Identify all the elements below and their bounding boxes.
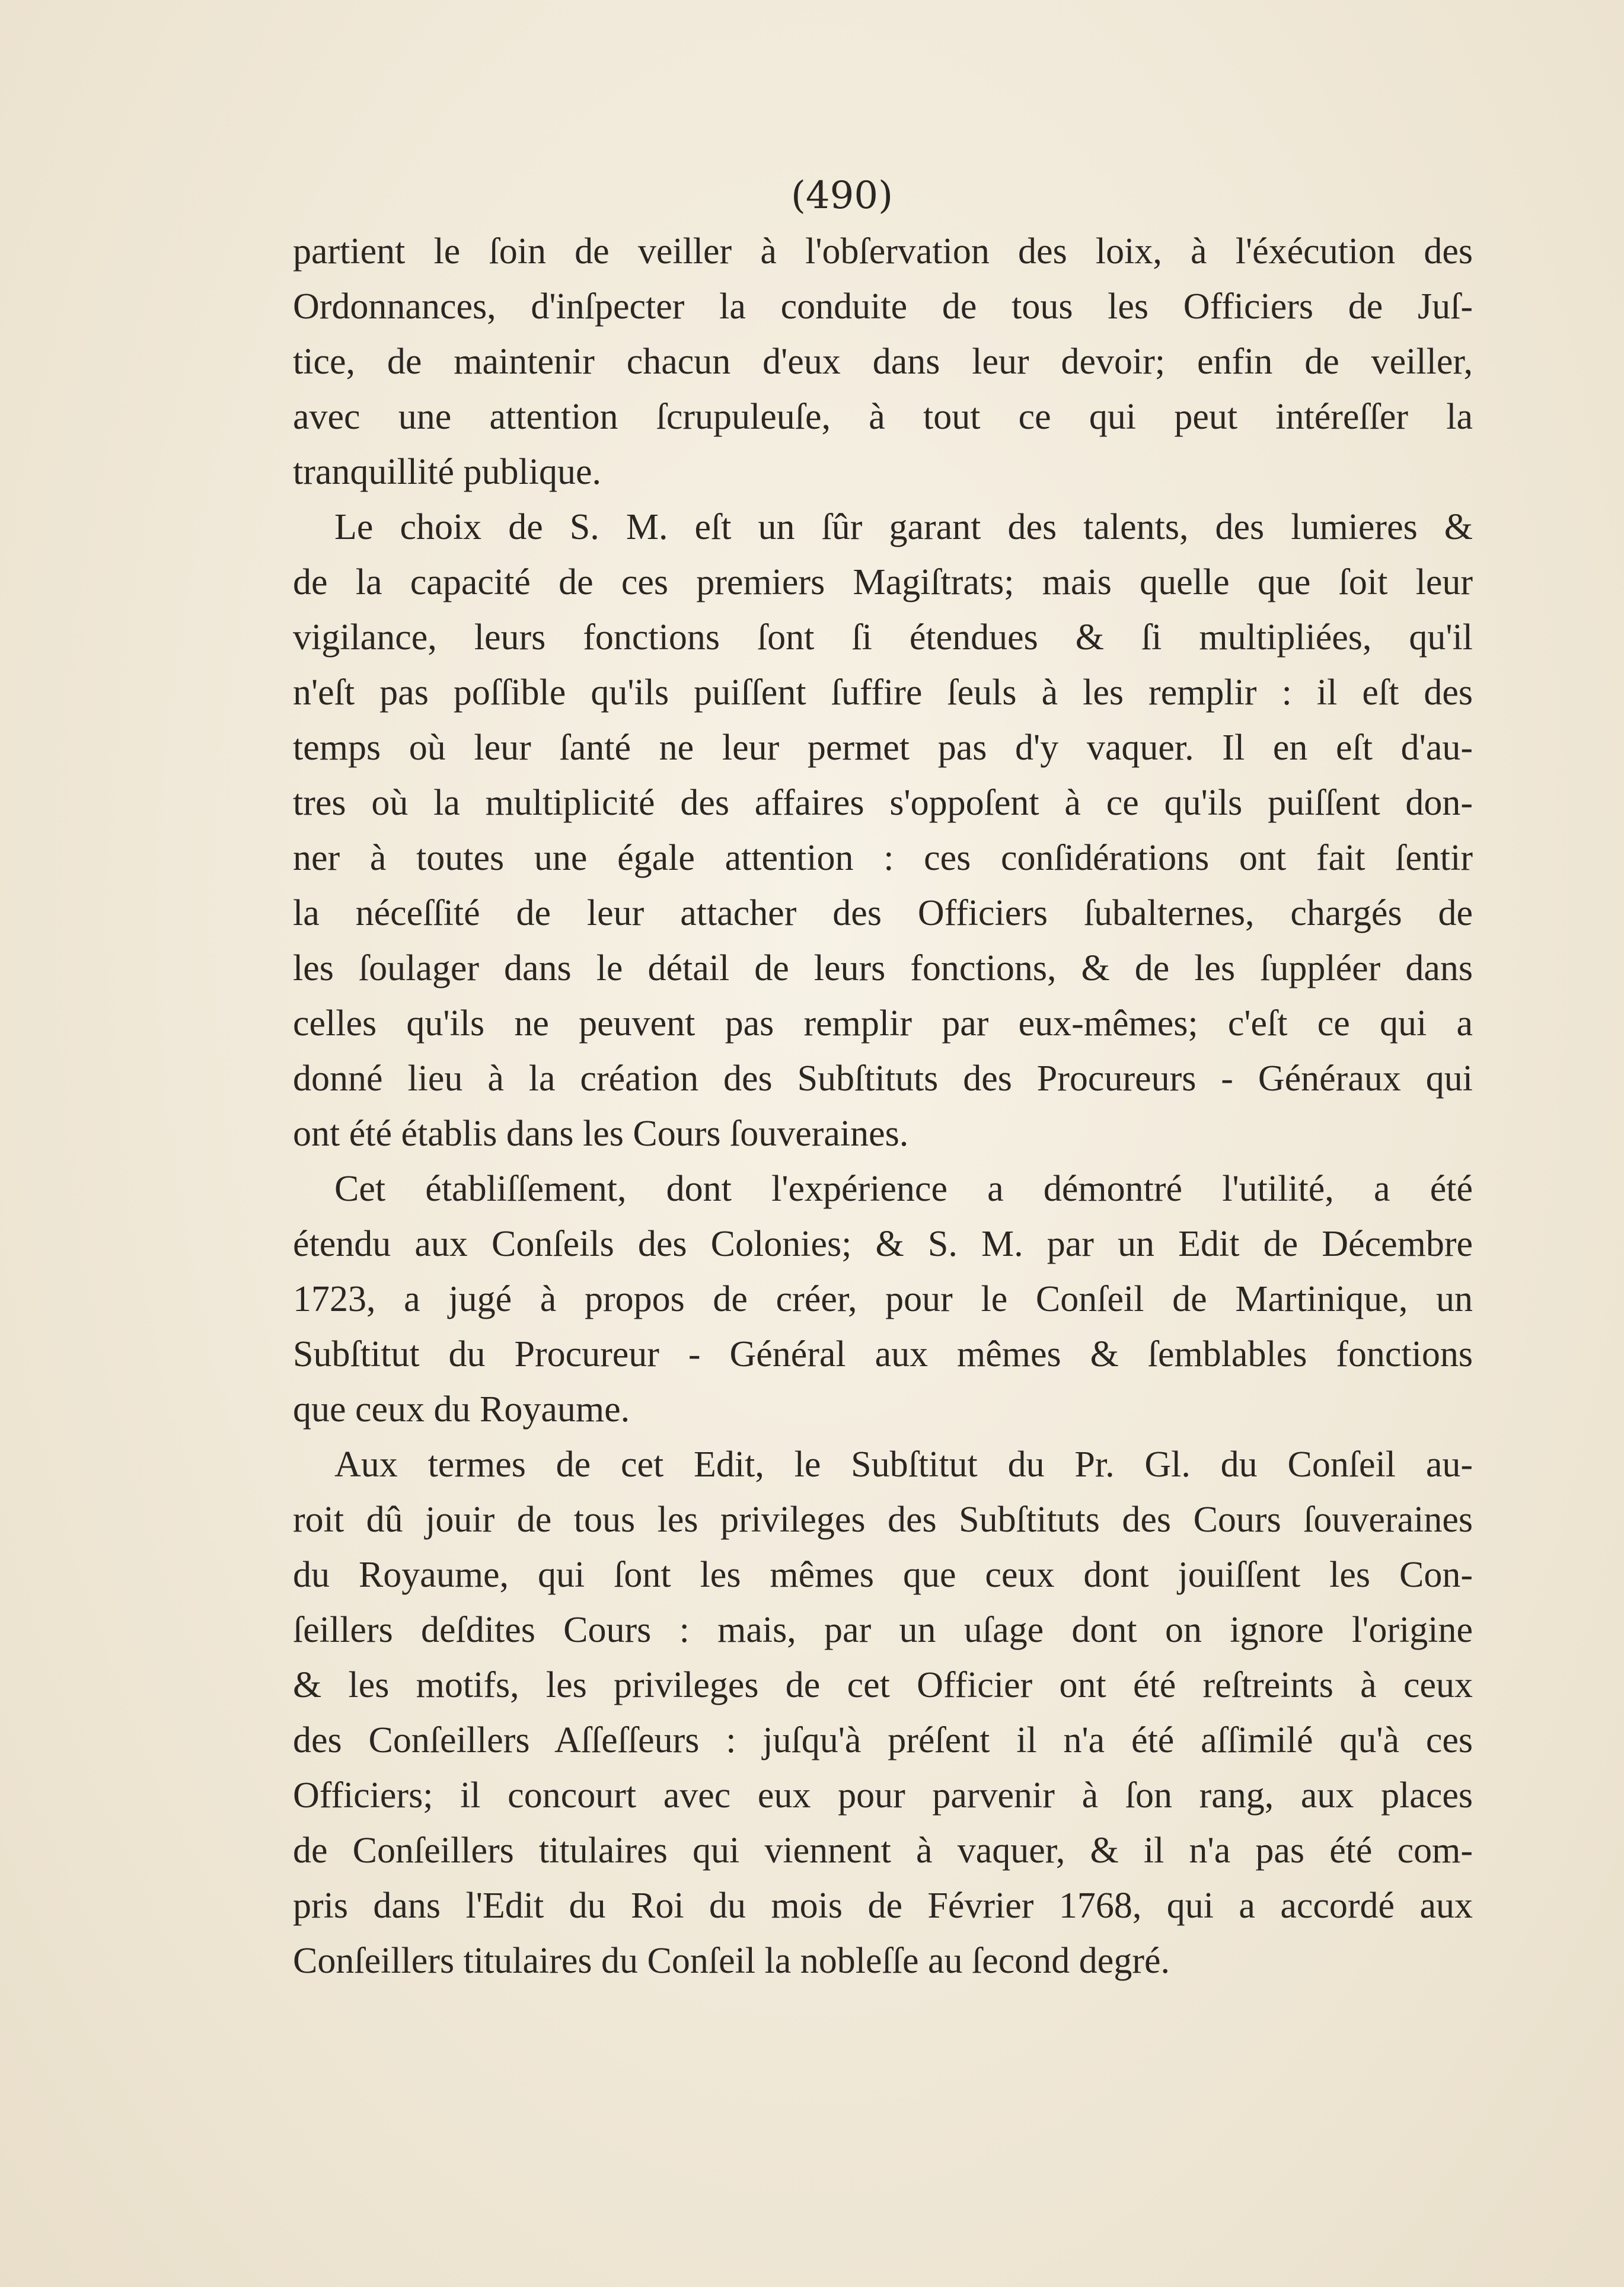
text-line: tice, de maintenir chacun d'eux dans leur devoir; enfin de veiller,: [293, 342, 1473, 382]
text-line: des Conſeillers Aſſeſſeurs : juſqu'à préſent il n'a été aſſimilé qu'à ces: [293, 1720, 1473, 1760]
text-line: de la capacité de ces premiers Magiſtrats; mais quelle que ſoit leur: [293, 562, 1473, 602]
text-line: du Royaume, qui ſont les mêmes que ceux dont jouiſſent les Con-: [293, 1555, 1473, 1595]
text-line: tranquillité publique.: [293, 452, 602, 492]
text-line: Aux termes de cet Edit, le Subſtitut du Pr. Gl. du Conſeil au-: [334, 1444, 1473, 1485]
text-line: étendu aux Conſeils des Colonies; & S. M. par un Edit de Décembre: [293, 1224, 1473, 1264]
text-line: n'eſt pas poſſible qu'ils puiſſent ſuffire ſeuls à les remplir : il eſt des: [293, 672, 1473, 713]
text-line: avec une attention ſcrupuleuſe, à tout ce qui peut intéreſſer la: [293, 397, 1473, 437]
text-line: vigilance, leurs fonctions ſont ſi étendues & ſi multipliées, qu'il: [293, 617, 1473, 658]
text-line: celles qu'ils ne peuvent pas remplir par eux-mêmes; c'eſt ce qui a: [293, 1003, 1473, 1044]
paragraph-1: [293, 224, 1473, 500]
body-text: [293, 224, 1473, 1989]
text-line: la néceſſité de leur attacher des Officiers ſubalternes, chargés de: [293, 893, 1473, 933]
text-line: Subſtitut du Procureur - Général aux mêmes & ſemblables fonctions: [293, 1334, 1473, 1374]
text-line: Conſeillers titulaires du Conſeil la nobleſſe au ſecond degré.: [293, 1941, 1170, 1981]
text-line: Le choix de S. M. eſt un ſûr garant des talents, des lumieres &: [334, 507, 1473, 547]
text-line: donné lieu à la création des Subſtituts des Procureurs - Généraux qui: [293, 1058, 1473, 1099]
text-line: roit dû jouir de tous les privileges des Subſtituts des Cours ſouveraines: [293, 1500, 1473, 1540]
text-line: ner à toutes une égale attention : ces conſidérations ont fait ſentir: [293, 838, 1473, 878]
paragraph-4: [293, 1437, 1473, 1989]
text-line: Officiers; il concourt avec eux pour parvenir à ſon rang, aux places: [293, 1775, 1473, 1816]
text-line: & les motifs, les privileges de cet Officier ont été reſtreints à ceux: [293, 1665, 1473, 1705]
text-line: Cet établiſſement, dont l'expérience a démontré l'utilité, a été: [334, 1169, 1473, 1209]
text-line: de Conſeillers titulaires qui viennent à vaquer, & il n'a pas été com-: [293, 1830, 1473, 1871]
text-line: Ordonnances, d'inſpecter la conduite de tous les Officiers de Juſ-: [293, 286, 1473, 327]
text-line: les ſoulager dans le détail de leurs fonctions, & de les ſuppléer dans: [293, 948, 1473, 988]
text-line: ont été établis dans les Cours ſouveraines.: [293, 1114, 909, 1154]
paragraph-2: [293, 500, 1473, 1162]
text-line: temps où leur ſanté ne leur permet pas d'y vaquer. Il en eſt d'au-: [293, 728, 1473, 768]
page-number: (490): [790, 174, 894, 218]
text-line: que ceux du Royaume.: [293, 1389, 630, 1430]
text-line: partient le ſoin de veiller à l'obſervation des loix, à l'éxécution des: [293, 231, 1473, 272]
text-line: 1723, a jugé à propos de créer, pour le Conſeil de Martinique, un: [293, 1279, 1473, 1319]
paragraph-3: [293, 1162, 1473, 1437]
text-line: pris dans l'Edit du Roi du mois de Février 1768, qui a accordé aux: [293, 1886, 1473, 1926]
text-line: ſeillers deſdites Cours : mais, par un uſage dont on ignore l'origine: [293, 1610, 1473, 1650]
text-line: tres où la multiplicité des affaires s'oppoſent à ce qu'ils puiſſent don-: [293, 783, 1473, 823]
